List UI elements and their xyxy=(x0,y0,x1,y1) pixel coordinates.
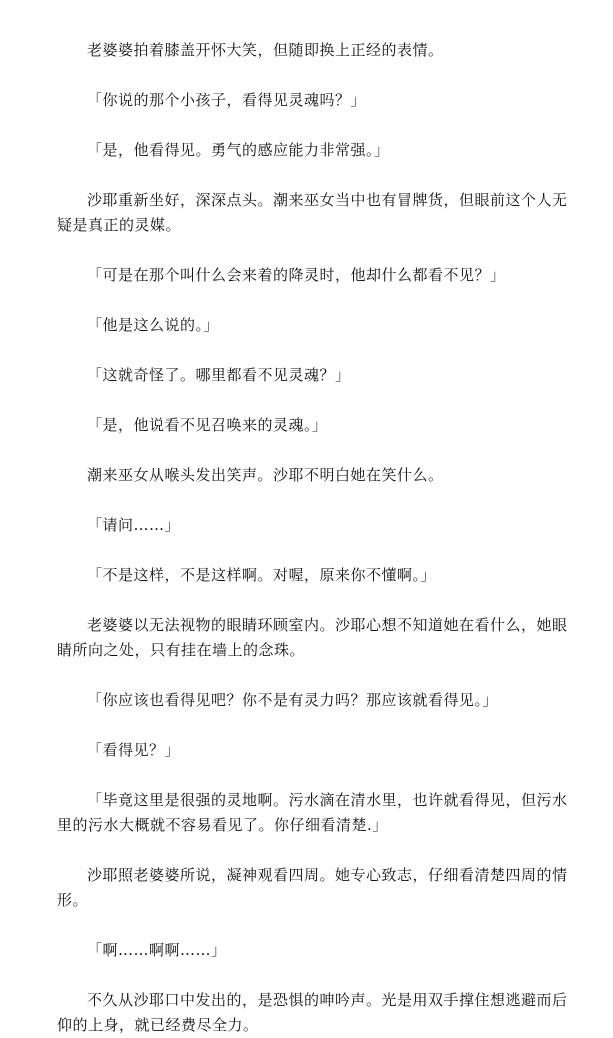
paragraph-6: 「他是这么说的。」 xyxy=(87,316,220,334)
paragraph-8: 「是，他说看不见召唤来的灵魂。」 xyxy=(87,416,328,434)
paragraph-1: 老婆婆拍着膝盖开怀大笑，但随即换上正经的表情。 xyxy=(87,41,444,59)
paragraph-10: 「请问……」 xyxy=(87,516,181,534)
paragraph-14: 「看得见？」 xyxy=(87,741,181,759)
paragraph-5: 「可是在那个叫什么会来着的降灵时，他却什么都看不见？」 xyxy=(87,266,506,284)
paragraph-12: 老婆婆以无法视物的眼睛环顾室内。沙耶心想不知道她在看什么，她眼睛所向之处，只有挂在墙上的念珠。 xyxy=(57,616,568,659)
paragraph-9: 潮来巫女从喉头发出笑声。沙耶不明白她在笑什么。 xyxy=(87,466,444,484)
paragraph-7: 「这就奇怪了。哪里都看不见灵魂？」 xyxy=(87,366,351,384)
paragraph-3: 「是，他看得见。勇气的感应能力非常强。」 xyxy=(87,141,390,159)
paragraph-16: 沙耶照老婆婆所说，凝神观看四周。她专心致志，仔细看清楚四周的情形。 xyxy=(57,866,568,909)
paragraph-2: 「你说的那个小孩子，看得见灵魂吗？」 xyxy=(87,91,367,109)
paragraph-4: 沙耶重新坐好，深深点头。潮来巫女当中也有冒牌货，但眼前这个人无疑是真正的灵媒。 xyxy=(57,191,568,234)
paragraph-18: 不久从沙耶口中发出的，是恐惧的呻吟声。光是用双手撑住想逃避而后仰的上身，就已经费尽全力。 xyxy=(57,991,568,1034)
paragraph-11: 「不是这样，不是这样啊。对喔，原来你不懂啊。」 xyxy=(87,566,437,584)
paragraph-15: 「毕竟这里是很强的灵地啊。污水滴在清水里，也许就看得见，但污水里的污水大概就不容易看见了。你仔细看清楚.」 xyxy=(57,791,568,834)
paragraph-17: 「啊……啊啊……」 xyxy=(87,941,227,959)
paragraph-13: 「你应该也看得见吧？你不是有灵力吗？那应该就看得见。」 xyxy=(87,691,499,709)
